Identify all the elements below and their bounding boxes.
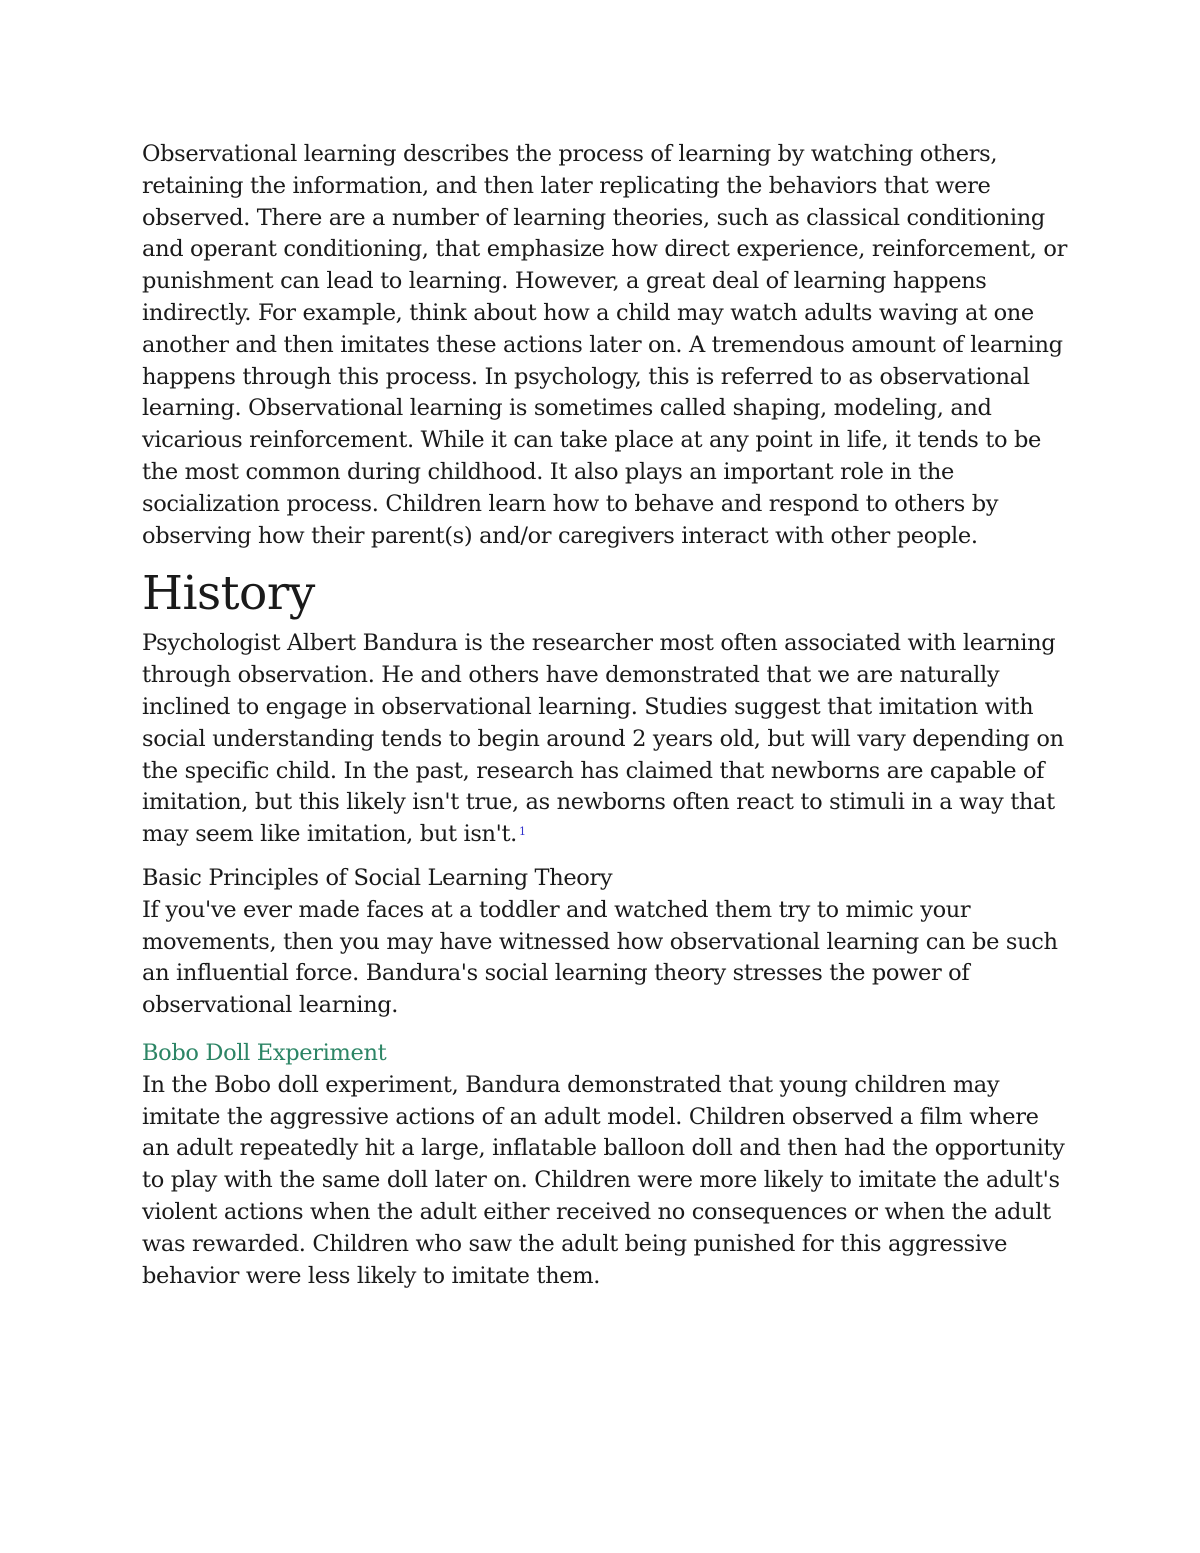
history-heading: History xyxy=(142,566,315,622)
history-paragraph-container xyxy=(142,628,1067,851)
principles-heading: Basic Principles of Social Learning Theory xyxy=(142,864,613,891)
bobo-heading: Bobo Doll Experiment xyxy=(142,1039,387,1066)
document-page xyxy=(142,139,1067,1292)
principles-paragraph: If you've ever made faces at a toddler and watched them try to mimic your movements, then you may have witnessed how observational learning can be such an influential force. Bandura's social learning theory stresses the power of observational learning. xyxy=(142,896,1058,1019)
footnote-link[interactable]: 1 xyxy=(519,825,526,839)
history-paragraph: Psychologist Albert Bandura is the researcher most often associated with learning through observation. He and others have demonstrated that we are naturally inclined to engage in observational learning. Studies suggest that imitation with social understanding tends to begin around 2 years old, but will vary depending on the specific child. In the past, research has claimed that newborns are capable of imitation, but this likely isn't true, as newborns often react to stimuli in a way that may seem like imitation, but isn't. xyxy=(142,630,1064,848)
bobo-paragraph: In the Bobo doll experiment, Bandura demonstrated that young children may imitate the aggressive actions of an adult model. Children observed a film where an adult repeatedly hit a large, inflatable balloon doll and then had the opportunity to play with the same doll later on. Children were more likely to imitate the adult's violent actions when the adult either received no consequences or when the adult was rewarded. Children who saw the adult being punished for this aggressive behavior were less likely to imitate them. xyxy=(142,1071,1065,1289)
intro-paragraph: Observational learning describes the process of learning by watching others, retaining the information, and then later replicating the behaviors that were observed. There are a number of learning theories, such as classical conditioning and operant conditioning, that emphasize how direct experience, reinforcement, or punishment can lead to learning. However, a great deal of learning happens indirectly. For example, think about how a child may watch adults waving at one another and then imitates these actions later on. A tremendous amount of learning happens through this process. In psychology, this is referred to as observational learning. Observational learning is sometimes called shaping, modeling, and vicarious reinforcement. While it can take place at any point in life, it tends to be the most common during childhood. It also plays an important role in the socialization process. Children learn how to behave and respond to others by observing how their parent(s) and/or caregivers interact with other people. xyxy=(142,141,1068,549)
